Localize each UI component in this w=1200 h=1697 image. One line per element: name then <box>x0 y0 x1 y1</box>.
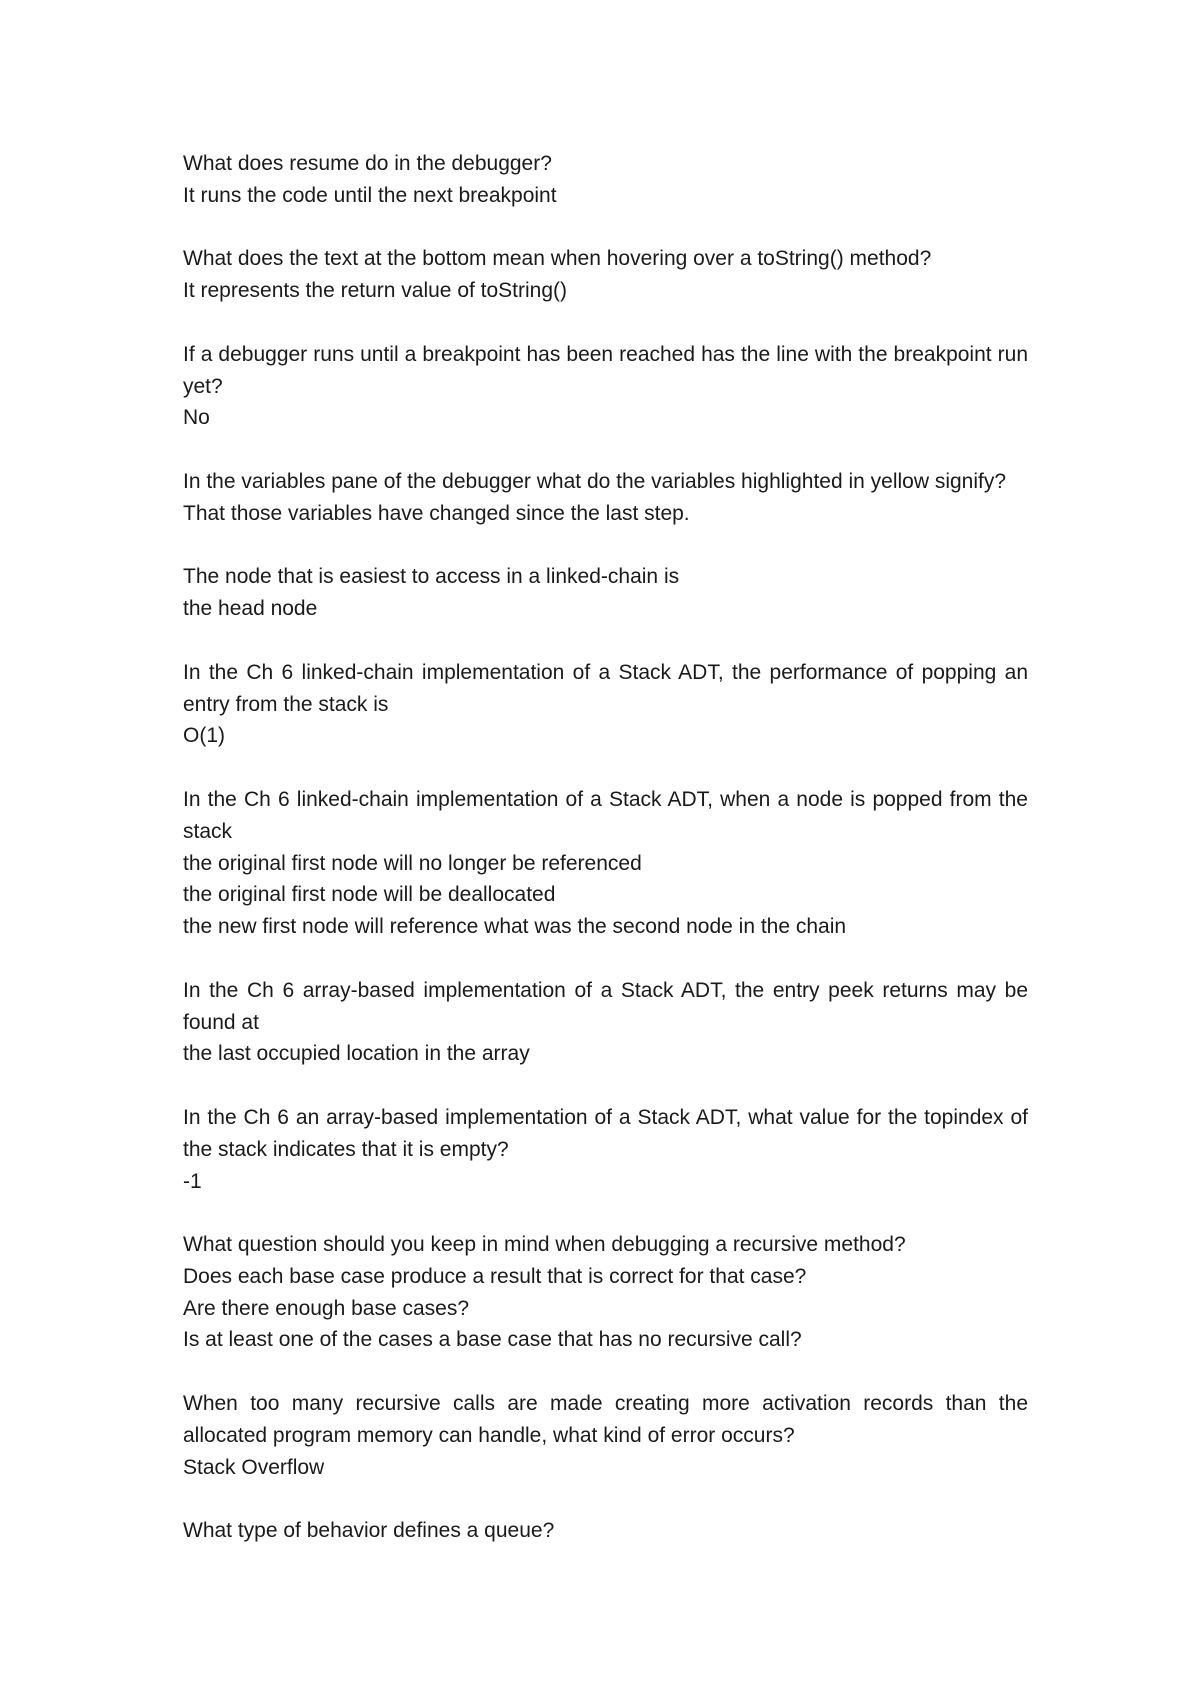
qa-block <box>183 243 1028 307</box>
answer-text: the original first node will no longer be referenced <box>183 851 642 875</box>
answer-text: No <box>183 406 210 430</box>
answer-text: the original first node will be deallocated <box>183 883 556 907</box>
question-text: If a debugger runs until a breakpoint has been reached has the line with the breakpoint run yet? <box>183 342 1028 398</box>
qa-list <box>183 148 1028 1579</box>
question-text: The node that is easiest to access in a linked-chain is <box>183 565 680 589</box>
answer-text: That those variables have changed since the last step. <box>183 501 690 525</box>
question-text: What type of behavior defines a queue? <box>183 1519 555 1543</box>
answer-text: the last occupied location in the array <box>183 1042 530 1066</box>
answer-text: the new first node will reference what was the second node in the chain <box>183 915 847 939</box>
qa-block <box>183 466 1028 530</box>
answer-text: Are there enough base cases? <box>183 1296 470 1320</box>
qa-block <box>183 148 1028 212</box>
question-text: In the variables pane of the debugger what do the variables highlighted in yellow signify? <box>183 469 1007 493</box>
qa-block <box>183 339 1028 434</box>
answer-text: Stack Overflow <box>183 1455 325 1479</box>
qa-block <box>183 1229 1028 1356</box>
question-text: In the Ch 6 linked-chain implementation of a Stack ADT, the performance of popping an entry from the stack is <box>183 660 1028 716</box>
question-text: In the Ch 6 linked-chain implementation of a Stack ADT, when a node is popped from the stack <box>183 787 1028 843</box>
answer-text: -1 <box>183 1169 202 1193</box>
answer-text: It runs the code until the next breakpoint <box>183 183 557 207</box>
qa-block <box>183 975 1028 1070</box>
qa-block <box>183 561 1028 625</box>
question-text: What does resume do in the debugger? <box>183 152 552 175</box>
qa-block <box>183 1102 1028 1197</box>
question-text: In the Ch 6 an array-based implementation of a Stack ADT, what value for the topindex of the stack indicates that it is empty? <box>183 1105 1028 1161</box>
qa-block <box>183 1388 1028 1483</box>
question-text: What question should you keep in mind when debugging a recursive method? <box>183 1233 906 1257</box>
question-text: What does the text at the bottom mean when hovering over a toString() method? <box>183 247 932 271</box>
question-text: When too many recursive calls are made creating more activation records than the allocated program memory can handle, what kind of error occurs? <box>183 1392 1028 1447</box>
qa-block <box>183 784 1028 943</box>
answer-text: Is at least one of the cases a base case that has no recursive call? <box>183 1328 802 1352</box>
question-text: In the Ch 6 array-based implementation of a Stack ADT, the entry peek returns may be found at <box>183 978 1028 1034</box>
answer-text: It represents the return value of toString() <box>183 279 568 303</box>
answer-text: Does each base case produce a result that is correct for that case? <box>183 1264 807 1288</box>
qa-block <box>183 1515 1028 1547</box>
qa-block <box>183 657 1028 752</box>
answer-text: the head node <box>183 597 318 621</box>
answer-text: O(1) <box>183 724 225 748</box>
